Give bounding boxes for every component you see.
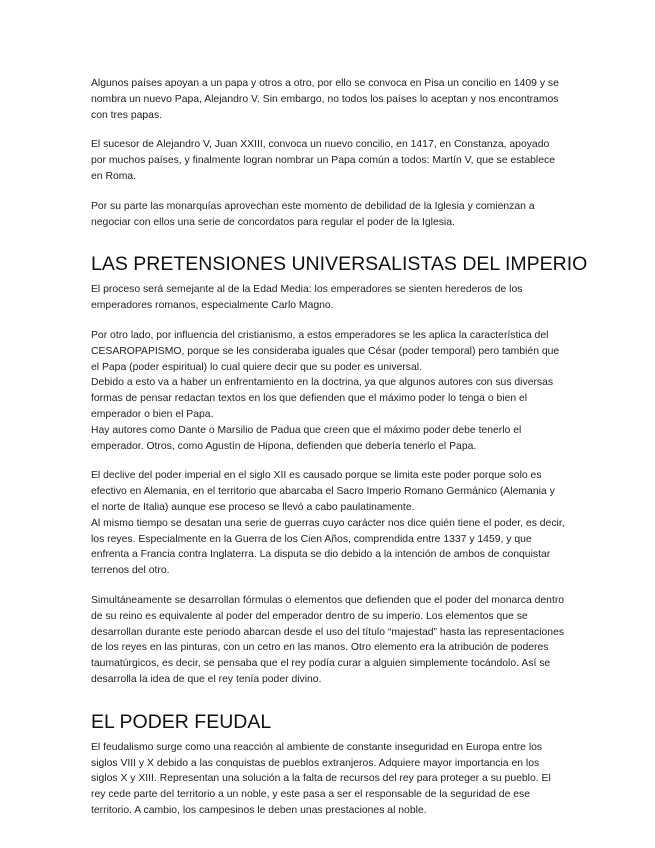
imperio-paragraph-1: El proceso será semejante al de la Edad Media: los emperadores se sienten herederos de los emperadores romanos, especialmente Carlo Magno. <box>91 284 523 312</box>
imperio-paragraph-3 <box>91 468 565 579</box>
imperio-paragraph-3-line-2: Al mismo tiempo se desatan una serie de guerras cuyo carácter nos dice quién tiene el poder, es decir, los reyes. Especialmente en la Guerra de los Cien Años, comprendida entre 1337 y 1459, y que enfrenta a Francia contra Inglaterra. La disputa se dio debido a la intención de ambos de conquistar terrenos del otro. <box>91 517 565 577</box>
feudal-paragraph-1: El feudalismo surge como una reacción al ambiente de constante inseguridad en Europa entre los siglos VIII y X debido a las conquistas de pueblos extranjeros. Adquiere mayor importancia en los siglos X y XIII. Representan una solución a la falta de recursos del rey para proteger a su pueblo. El rey cede parte del territorio a un noble, y este pasa a ser el responsable de la seguridad de ese territorio. A cambio, los campesinos le deben unas prestaciones al noble. <box>91 741 551 816</box>
imperio-paragraph-2-line-3: Hay autores como Dante o Marsilio de Padua que creen que el máximo poder debe tenerlo el emperador. Otros, como Agustín de Hipona, defienden que debería tenerlo el Papa. <box>91 424 522 452</box>
imperio-paragraph-2-line-2: Debido a esto va a haber un enfrentamiento en la doctrina, ya que algunos autores con sus diversas formas de pensar redactan textos en los que defienden que el máximo poder lo tenga o bien el emperador o bien el Papa. <box>91 377 554 420</box>
section-heading-feudal: EL PODER FEUDAL <box>91 710 272 733</box>
section-heading-imperio: LAS PRETENSIONES UNIVERSALISTAS DEL IMPERIO <box>91 253 588 276</box>
imperio-paragraph-3-line-1: El declive del poder imperial en el siglo XII es causado porque se limita este poder porque solo es efectivo en Alemania, en el territorio que abarcaba el Sacro Imperio Romano Germánico (Alemania y el norte de Italia) aunque ese proceso se llevó a cabo paulatinamente. <box>91 470 555 513</box>
imperio-paragraph-4: Simultáneamente se desarrollan fórmulas o elementos que defienden que el poder del monarca dentro de su reino es equivalente al poder del emperador dentro de su imperio. Los elementos que se desarrollan durante este periodo abarcan desde el uso del título “majestad” hasta las representaciones de los reyes en las pinturas, con un cetro en las manos. Otro elemento era la atribución de poderes taumatúrgicos, es decir, se pensaba que el rey podía curar a alguien simplemente tocándolo. Así se desarrolla la idea de que el rey tenía poder divino. <box>91 594 565 685</box>
document-page <box>91 76 588 833</box>
intro-paragraph-3: Por su parte las monarquías aprovechan este momento de debilidad de la Iglesia y comienzan a negociar con ellos una serie de concordatos para regular el poder de la Iglesia. <box>91 200 535 228</box>
imperio-paragraph-2 <box>91 328 565 454</box>
imperio-paragraph-2-line-1: Por otro lado, por influencia del cristianismo, a estos emperadores se les aplica la característica del CESAROPAPISMO, porque se les consideraba iguales que César (poder temporal) pero también que el Papa (poder espiritual) lo cual quiere decir que su poder es universal. <box>91 329 560 373</box>
intro-paragraph-2: El sucesor de Alejandro V, Juan XXIII, convoca un nuevo concilio, en 1417, en Constanza, apoyado por muchos países, y finalmente logran nombrar un Papa común a todos: Martín V, que se establece en Roma. <box>91 139 555 182</box>
intro-paragraph-1: Algunos países apoyan a un papa y otros a otro, por ello se convoca en Pisa un concilio en 1409 y se nombra un nuevo Papa, Alejandro V. Sin embargo, no todos los países lo aceptan y nos encontramos con tres papas. <box>91 78 559 121</box>
